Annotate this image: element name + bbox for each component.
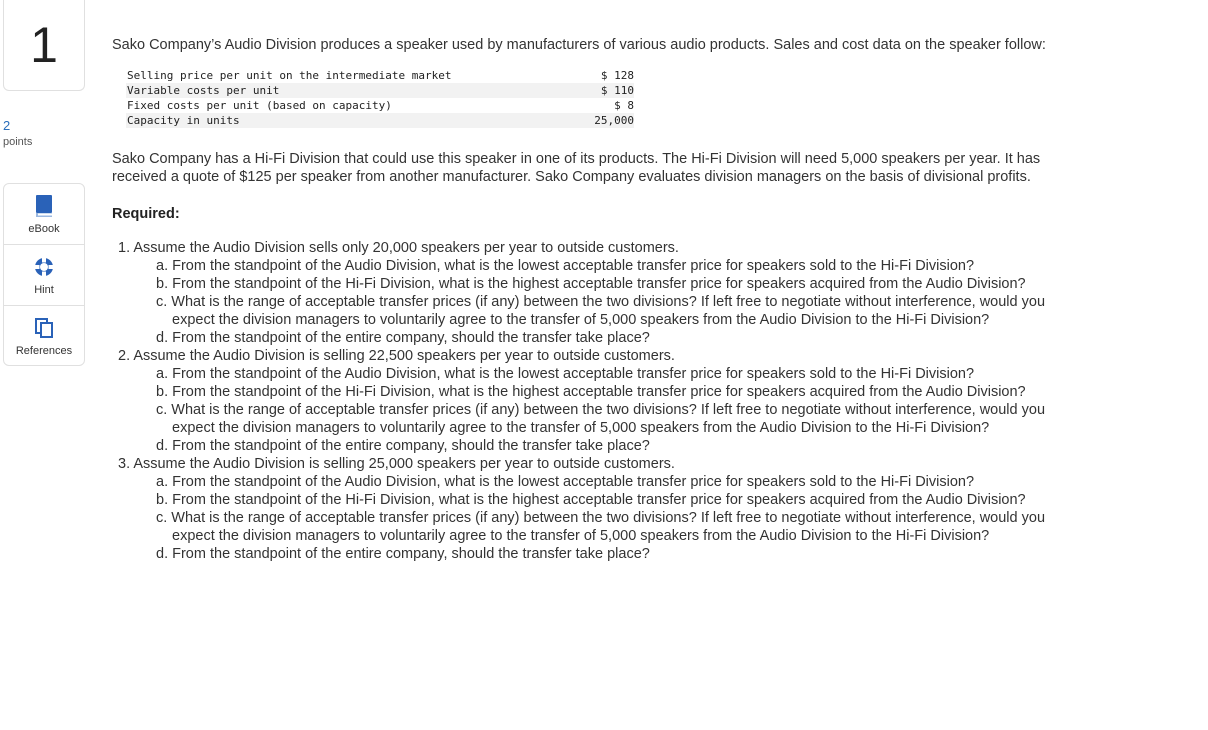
sub-question: c. What is the range of acceptable transfer prices (if any) between the two divisions? If left free to negotiate without interference, would you expect the division managers to voluntarily agree to the transfer of 5,000 speakers from the Audio Division to the Hi-Fi Division? xyxy=(156,402,1046,436)
table-row-label: Selling price per unit on the intermediate market xyxy=(127,69,452,82)
references-label: References xyxy=(15,345,73,357)
table-row-label: Variable costs per unit xyxy=(126,83,577,98)
sub-question: b. From the standpoint of the Hi-Fi Division, what is the highest acceptable transfer price for speakers acquired from the Audio Division? xyxy=(156,492,1026,508)
table-row xyxy=(126,98,634,113)
table-row-value: $ 8 xyxy=(614,99,634,112)
question-text: 1. Assume the Audio Division sells only 20,000 speakers per year to outside customers. xyxy=(118,240,679,256)
table-row xyxy=(126,68,634,83)
sub-question: d. From the standpoint of the entire company, should the transfer take place? xyxy=(156,546,650,562)
book-icon xyxy=(35,195,53,217)
intro-text-2: Sako Company has a Hi-Fi Division that could use this speaker in one of its products. The Hi-Fi Division will need 5,000 speakers per year. It has received a quote of $125 per speaker from another manufacturer. Sako Company evaluates division managers on the basis of divisional profits. xyxy=(112,151,1041,185)
sub-question: b. From the standpoint of the Hi-Fi Division, what is the highest acceptable transfer price for speakers acquired from the Audio Division? xyxy=(156,384,1026,400)
question-text: 2. Assume the Audio Division is selling 22,500 speakers per year to outside customers. xyxy=(118,348,675,364)
sub-question: d. From the standpoint of the entire company, should the transfer take place? xyxy=(156,438,650,454)
hint-icon xyxy=(34,256,54,278)
question-number: 1 xyxy=(3,0,85,91)
question-text: 3. Assume the Audio Division is selling 25,000 speakers per year to outside customers. xyxy=(118,456,675,472)
sub-question: b. From the standpoint of the Hi-Fi Division, what is the highest acceptable transfer price for speakers acquired from the Audio Division? xyxy=(156,276,1026,292)
hint-label: Hint xyxy=(34,284,54,296)
hint-button[interactable] xyxy=(4,244,84,305)
points-info xyxy=(3,118,32,150)
ebook-button[interactable] xyxy=(4,184,84,244)
table-row-value: 25,000 xyxy=(577,113,634,128)
table-row xyxy=(126,83,634,98)
table-row-label: Capacity in units xyxy=(126,113,577,128)
question-item xyxy=(112,455,1062,563)
tools-panel xyxy=(3,183,85,366)
table-row-value: $ 128 xyxy=(600,69,634,82)
sub-question: a. From the standpoint of the Audio Division, what is the lowest acceptable transfer price for speakers sold to the Hi-Fi Division? xyxy=(156,474,975,490)
table-row-value: $ 110 xyxy=(577,83,634,98)
question-item xyxy=(112,347,1062,455)
table-row xyxy=(126,113,634,128)
references-icon xyxy=(35,317,53,339)
sub-question-list xyxy=(132,365,1062,455)
sub-question-list xyxy=(132,473,1062,563)
sub-question: c. What is the range of acceptable transfer prices (if any) between the two divisions? If left free to negotiate without interference, would you expect the division managers to voluntarily agree to the transfer of 5,000 speakers from the Audio Division to the Hi-Fi Division? xyxy=(156,510,1046,544)
sub-question: c. What is the range of acceptable transfer prices (if any) between the two divisions? If left free to negotiate without interference, would you expect the division managers to voluntarily agree to the transfer of 5,000 speakers from the Audio Division to the Hi-Fi Division? xyxy=(156,294,1046,328)
question-content xyxy=(112,36,1062,563)
sub-question: a. From the standpoint of the Audio Division, what is the lowest acceptable transfer price for speakers sold to the Hi-Fi Division? xyxy=(156,366,975,382)
sub-question: d. From the standpoint of the entire company, should the transfer take place? xyxy=(156,330,650,346)
required-heading: Required: xyxy=(112,206,180,222)
ebook-label: eBook xyxy=(28,223,60,235)
intro-text: Sako Company’s Audio Division produces a speaker used by manufacturers of various audio products. Sales and cost data on the speaker follow: xyxy=(112,37,1046,53)
sales-cost-table xyxy=(126,68,634,128)
table-row-label: Fixed costs per unit (based on capacity) xyxy=(127,99,392,112)
points-value: 2 xyxy=(3,118,11,133)
references-button[interactable] xyxy=(4,305,84,366)
question-item xyxy=(112,239,1062,347)
question-list xyxy=(112,239,1062,563)
sub-question: a. From the standpoint of the Audio Division, what is the lowest acceptable transfer price for speakers sold to the Hi-Fi Division? xyxy=(156,258,975,274)
points-label: points xyxy=(3,136,33,148)
sub-question-list xyxy=(132,257,1062,347)
